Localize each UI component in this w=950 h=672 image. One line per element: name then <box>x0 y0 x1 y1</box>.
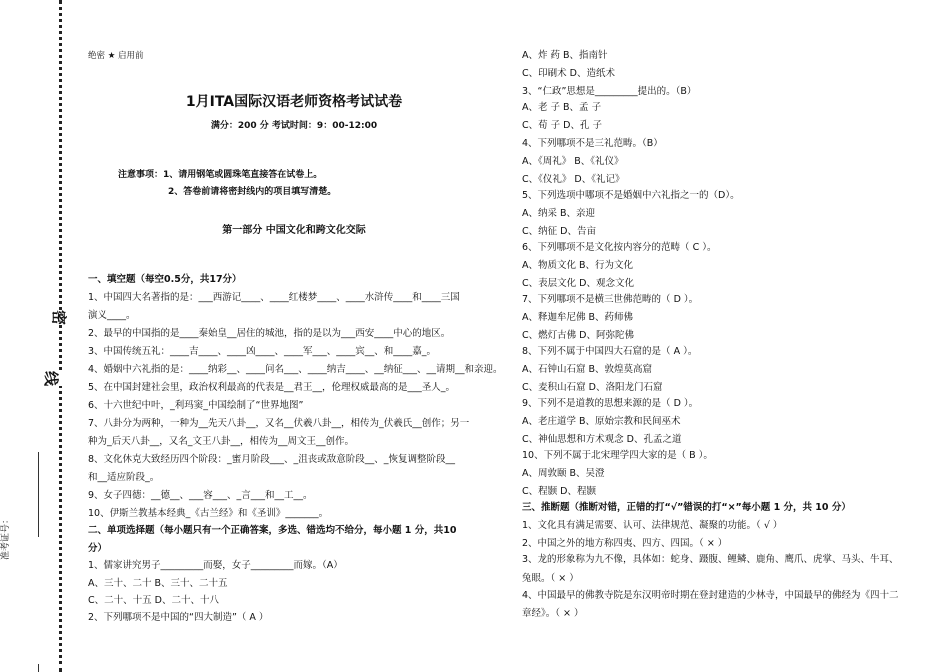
right-question-line: A、《周礼》 B、《礼仪》 <box>522 156 624 167</box>
score-time: 满分：200 分 考试时间：9：00-12:00 <box>210 121 378 131</box>
admission-number-line <box>38 452 39 537</box>
right-question-line: C、麦积山石窟 D、洛阳龙门石窟 <box>522 382 663 393</box>
left-question-line: 9、女子四德：__德__、___容___、_言___和__工__。 <box>88 490 313 501</box>
left-question-line: A、三十、二十 B、三十、二十五 <box>88 578 228 589</box>
right-question-line: C、程颢 D、程颢 <box>522 486 596 497</box>
right-question-line: C、荀 子 D、孔 子 <box>522 120 603 131</box>
right-question-line: A、炸 药 B、指南针 <box>522 50 608 61</box>
right-question-line: C、印刷术 D、造纸术 <box>522 68 615 79</box>
right-question-line: 3、龙的形象称为九不像，具体如：蛇身、蹑腹、鲤鳞、鹿角、鹰爪、虎掌、马头、牛耳、 <box>522 554 899 565</box>
right-question-line: 10、下列不属于北宋理学四大家的是（ B ）。 <box>522 450 713 461</box>
right-question-line: 4、下列哪项不是三礼范畴。（B） <box>522 138 663 149</box>
left-question-line: 7、八卦分为两种，一种为__先天八卦__，又名__伏羲八卦__，相传为_伏羲氏__创作；另一 <box>88 418 470 429</box>
right-question-line: 2、中国之外的地方称四夷、四方、四国。（ × ） <box>522 538 728 549</box>
left-question-line: 分） <box>88 543 108 554</box>
part-title: 第一部分 中国文化和跨文化交际 <box>222 225 366 236</box>
right-question-line: 3、“仁政”思想是_________提出的。（B） <box>522 86 697 97</box>
right-column <box>522 0 932 672</box>
page-title: 1月ITA国际汉语老师资格考试试卷 <box>185 94 403 110</box>
left-question-line: 3、中国传统五礼：____吉____、____凶____、____军___、____宾__、和____嘉_。 <box>88 346 437 357</box>
seal-char-top: 密 <box>50 309 69 326</box>
right-question-line: A、老庄道学 B、原始宗教和民间巫术 <box>522 416 681 427</box>
left-question-line: 1、中国四大名著指的是：___西游记____、____红楼梦____、____水浒传____和____三国 <box>88 292 460 303</box>
right-question-line: A、纳采 B、亲迎 <box>522 208 596 219</box>
right-question-line: 5、下列选项中哪项不是婚姻中六礼指之一的（D）。 <box>522 190 740 201</box>
secrecy-label: 绝密 ★ 启用前 <box>88 51 144 61</box>
right-question-line: A、释迦牟尼佛 B、药师佛 <box>522 312 634 323</box>
left-question-line: 10、伊斯兰教基本经典_《古兰经》和《圣训》_______。 <box>88 508 329 519</box>
admission-number-label: 准考证号： <box>1 514 11 560</box>
right-question-line: C、神仙思想和方术观念 D、孔孟之道 <box>522 434 682 445</box>
right-question-line: A、老 子 B、孟 子 <box>522 102 602 113</box>
left-question-line: 4、婚姻中六礼指的是：____纳彩__、____问名___、____纳吉____、__纳征___、__请期__和亲迎。 <box>88 364 503 375</box>
left-column <box>88 0 503 672</box>
right-question-line: 7、下列哪项不是横三世佛范畴的（ D ）。 <box>522 294 699 305</box>
right-question-line: C、纳征 D、告亩 <box>522 226 596 237</box>
left-question-line: 8、文化休克大致经历四个阶段：_蜜月阶段___、_沮丧或敌意阶段__、_恢复调整阶段__ <box>88 454 456 465</box>
seal-char-bottom: 线 <box>42 370 61 387</box>
notes-line-2: 2、答卷前请将密封线内的项目填写清楚。 <box>168 187 337 197</box>
right-question-line: A、物质文化 B、行为文化 <box>522 260 634 271</box>
left-question-line: 6、十六世纪中叶，_利玛窦_中国绘制了“世界地图” <box>88 400 304 411</box>
right-question-line: 兔眼。（ × ） <box>522 573 579 584</box>
left-question-line: C、二十、十五 D、二十、十八 <box>88 595 219 606</box>
right-question-line: A、石钟山石窟 B、敦煌莫高窟 <box>522 364 653 375</box>
right-question-line: A、周敦颐 B、吴澄 <box>522 468 605 479</box>
right-question-line: 9、下列不是道教的思想来源的是（ D ）。 <box>522 398 699 409</box>
right-question-line: 8、下列不属于中国四大石窟的是（ A ）。 <box>522 346 698 357</box>
right-question-line: C、表层文化 D、观念文化 <box>522 278 634 289</box>
left-question-line: 演义____。 <box>88 310 136 321</box>
left-question-line: 2、下列哪项不是中国的“四大制造”（ A ） <box>88 612 269 623</box>
left-question-line: 2、最早的中国指的是____秦始皇__居住的城池，指的是以为___西安____中心的地区。 <box>88 328 451 339</box>
right-question-line: 章经》。（ × ） <box>522 608 584 619</box>
left-question-line: 和__适应阶段_。 <box>88 472 160 483</box>
margin-tick <box>38 664 39 672</box>
right-question-line: C、《仪礼》 D、《礼记》 <box>522 174 625 185</box>
right-question-line: C、燃灯古佛 D、阿弥陀佛 <box>522 330 634 341</box>
binding-margin <box>0 0 80 672</box>
right-question-line: 4、中国最早的佛教寺院是东汉明帝时期在登封建造的少林寺，中国最早的佛经为《四十二 <box>522 590 899 601</box>
left-question-line: 1、儒家讲究男子_________而娶，女子_________而嫁。（A） <box>88 560 343 571</box>
notes-line-1: 注意事项：1、请用钢笔或圆珠笔直接答在试卷上。 <box>118 170 323 180</box>
right-question-line: 三、推断题（推断对错，正错的打“√”错误的打“×”每小题 1 分，共 10 分） <box>522 502 851 513</box>
left-question-line: 5、在中国封建社会里，政治权利最高的代表是__君王__，伦理权威最高的是___圣人_。 <box>88 382 456 393</box>
right-question-line: 1、文化具有满足需要、认可、法律规范、凝聚的功能。（ √ ） <box>522 520 783 531</box>
left-question-line: 一、填空题（每空0.5分，共17分） <box>88 274 242 285</box>
seal-dotted-line <box>59 0 62 672</box>
left-question-line: 二、单项选择题（每小题只有一个正确答案，多选、错选均不给分，每小题 1 分，共10 <box>88 525 457 536</box>
right-question-line: 6、下列哪项不是文化按内容分的范畴（ C ）。 <box>522 242 717 253</box>
left-question-line: 种为_后天八卦__，又名_文王八卦__，相传为__周文王__创作。 <box>88 436 355 447</box>
